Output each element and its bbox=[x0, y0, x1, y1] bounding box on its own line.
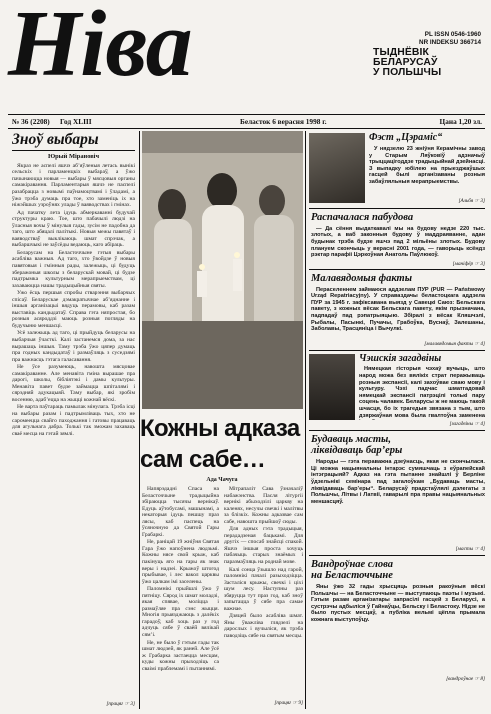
block-bridges bbox=[309, 431, 485, 555]
photo-illustration bbox=[142, 131, 303, 409]
feature-author: Ада Чачуга bbox=[206, 477, 238, 483]
block-ceramics-text bbox=[369, 146, 485, 198]
article-main bbox=[12, 131, 135, 709]
block-facts-ref: [малавядомыя факты ☞ 4] bbox=[424, 340, 485, 347]
article-paragraph: Якраз не аспелі яшчэ аб’яўленыя летась вынікі сельскіх і парламенцкіх выбараў, а ўжо пачынаюцца новыя — выбары ў мясцовыя органы самакіравання. Парламентарыя яшчэ не паспелі разабрацца з новымі паўнамоцтвамі і ўладамі, а ўжо трэба думаць пра тое, хто заменіць іх на ніжэйшых узроўнях улады ў ваяводствах і гмінах. bbox=[12, 162, 135, 209]
masthead-subtitle bbox=[373, 48, 441, 78]
block-word-title-2: на Беласточчыне bbox=[311, 569, 393, 581]
article-main-title: Зноў выбары bbox=[12, 131, 99, 148]
subtitle-line-3: У ПОЛЬШЧЫ bbox=[373, 67, 442, 78]
block-bridges-paragraph: Народы — гэта пераважна дзеўнасць, якая не скончылася. Ці можна нацыянальны інтарэс сумяшчаць з еўрапейскай інтэграцыяй? Адказ на гэта пытанне знайшлі ў Берліне ўдзельнікі семінара пад загалоўкам „Будаваць масты, ліквідаваць бар’еры“. Беларусаў прадстаўлялі дэлегаты з Польшчы, Літвы і Латвіі, гаварылі пра правы нацыянальных меншасцяў. bbox=[311, 459, 485, 505]
issue-date: Беласток 6 верасня 1998 г. bbox=[240, 117, 327, 126]
feature-continued: [працяг ☞ 9] bbox=[274, 700, 303, 706]
issue-price: Цана 1,20 зл. bbox=[439, 117, 482, 126]
feature-paragraph: Для адных гэта традыцыя, перададзеная бацькамі. Для другіх — спосаб знайсці спакой. Яшчэ іншыя проста хочуць пабачыць старых знаёмых і паразмаўляць на роднай мове. bbox=[224, 526, 303, 566]
block-czech-title: Чэшскія загадвіны bbox=[359, 353, 442, 365]
feature-paragraph: Паломнікі прыйшлі ўжо ў пятніцу. Сярод іх шмат моладзі, якая спявае, моліцца і размаўляе пра сэнс жыцця. Многія прыязджаюць з далёкіх гарадоў, каб хоць раз у год адчуць сябе ў сваёй вялікай сям’і. bbox=[142, 586, 219, 639]
block-construction-paragraph: — Да сёння выдаткавалі мы на будову недзе 220 тыс. злотых, а ваб законныя будову ў маддраяванне, адан будынак трэба будзе яшчэ пад 2 мільёны злотых. Будову плануем скончыць у верасні 2001 года, — гаворыць ксёндз рэктар парафіі Цэркоўная Анатоль Паўлюкоў. bbox=[311, 225, 485, 259]
issn-1: PL ISSN 0546-1960 bbox=[424, 31, 481, 38]
feature-paragraph: Калі сонца ўзышло над гарой, паломнікі пачалі разыходзіцца. Засталіся крыжы, свечкі і ціхі шум лесу. Наступны раз збяруцца тут праз год, каб зноў запытацца ў сябе пра самае важнае. bbox=[224, 566, 303, 612]
block-ceramics-title: Фэст „Цэраміс“ bbox=[369, 132, 443, 143]
headline-line-2: сам сабе… bbox=[140, 446, 266, 473]
article-paragraph: Не варта паўтараць памылак мінулага. Трэба ісці на выбары разам і падтрымліваць тых, хто не саромеецца свайго паходжання і гатовы працаваць для агульнага дабра. Толькі так зможам захаваць сваё месца на гэтай зямлі. bbox=[12, 404, 135, 437]
block-construction-text bbox=[311, 226, 485, 260]
feature-paragraph: Не, раніцай 19 жніўня Святая Гара ўжо напоўнена людзьмі. Кожны нясе свой крыж, каб пакінуць яго на гары як знак веры і надзеі. Крыжоў штогод прыбывае, і лес вакол царквы ўжо цалкам імі заселены. bbox=[142, 539, 219, 585]
block-ceramics bbox=[309, 131, 485, 208]
block-czech-ref: [загадвіны ☞ 4] bbox=[449, 421, 485, 428]
block-bridges-text bbox=[311, 459, 485, 545]
block-bridges-ref: [масты ☞ 4] bbox=[455, 546, 485, 553]
block-construction bbox=[309, 209, 485, 269]
block-construction-ref: [маніфёр ☞ 3] bbox=[452, 260, 485, 267]
right-column bbox=[309, 131, 485, 709]
block-czech bbox=[309, 350, 485, 430]
block-ceramics-paragraph: У нядзелю 23 жніўня Керамічны завод у Старым Ляўковіў адзначыў трыццацігоддзе традыцыйнай дзейнасці. З выпадку юбілею на прыезджаўшых гасцей былі арганізаваны розныя забаўляльныя мерапрыемствы. bbox=[369, 146, 485, 185]
feature-paragraph: Мітрапаліт Сава ўзначаліў набажэнства. Пасля літургіі вернікі абыходзілі царкву на каленях, несучы свечкі і малітвы за блізкіх. Кожны адказвае сам сабе, навошта прыйшоў сюды. bbox=[224, 486, 303, 525]
feature-paragraph: Дзяцей было асабліва шмат. Яны ўважліва глядзелі на дарослых і вучыліся, як трэба паводзіць сябе на святым месцы. bbox=[224, 613, 303, 640]
block-facts bbox=[309, 270, 485, 350]
czech-photo bbox=[309, 354, 355, 420]
feature-headline bbox=[140, 416, 305, 474]
block-construction-title: Распачалася пабудова bbox=[311, 211, 414, 223]
article-paragraph: Усё залежыць ад таго, ці прыйдуць беларусы на выбарчыя ўчасткі. Калі застанемся дома, за нас вырашаць іншыя. Таму трэба ўжо цяпер думаць пра годных кандыдатаў і размаўляць з суседзямі пра важнасць гэтага галасавання. bbox=[12, 330, 135, 363]
block-bridges-title-1: Будаваць масты, bbox=[311, 434, 391, 446]
block-word-ref: [вандроўнае ☞ 8] bbox=[446, 675, 485, 682]
subtitle-line-2: БЕЛАРУСАЎ bbox=[373, 57, 438, 68]
issn-2: NR INDEKSU 366714 bbox=[419, 39, 481, 46]
block-facts-paragraph: Пераселеннем займаюся аддзелам ПУР (PUR — Państwowy Urząd Repatriacyjny). У справаздачы беластоцкага аддзела ПУР за 1945 г. зафіксавана выязд у Савецкі Саюз: Бельскага павету, з кожных вёсак Бельскага павету, якім прызначана, падпадаў пад рэпатрыяцыю. Збіралі з вёсак Кляшчэлі, Рыбалы, Пасынкі, Пучачы, Грабоўка, Вуснаў, Залешаны, Заболавы, Трасцяніца і Вычулкі. bbox=[311, 286, 485, 333]
masthead bbox=[0, 0, 491, 96]
block-word-text bbox=[311, 584, 485, 676]
dateline bbox=[12, 117, 482, 127]
ceramics-photo bbox=[309, 133, 365, 203]
block-word-paragraph: Яны ўжо 32 гады хрысцяць розныя ракоўныя вёскі Польшчы — на Беласточчыне — выступаюць паэты і музыкі. Гэтым разам арганізатары запрасілі гасцей з Беларусі, а сустрэчы адбыліся ў Гайнаўцы, Бельску і Беластоку. Нідзе не было пустых месцаў, а публіка вельмі цёпла прымала кожнага выступоўцу. bbox=[311, 583, 485, 623]
block-facts-text bbox=[311, 287, 485, 339]
headline-line-1: Кожны адказа bbox=[140, 415, 300, 442]
feature-col-2 bbox=[224, 486, 303, 700]
subtitle-line-1: ТЫДНЁВІК bbox=[373, 47, 429, 58]
feature-paragraph: Напярэдадні Спаса на Беласточчыне традыцыйна збіраюцца тысячы вернікаў. Едуць аўтобусамі, машынамі, а некаторыя ідуць пешшу праз лясы, каб паспець на ўсяночную да Святой Гары Грабаркі. bbox=[142, 486, 219, 538]
block-word bbox=[309, 556, 485, 706]
feature-paragraph: Не, не было ў гэтым гады так шмат людзей, як раней. Але ўсё ж Грабарка застаецца месцам, куды кожны прыходзіць са сваімі праблемамі і пытаннямі. bbox=[142, 639, 219, 672]
block-ceramics-ref: [Альбя ☞ 3] bbox=[458, 198, 485, 204]
article-main-author: Юрый Мірановіч bbox=[47, 152, 100, 160]
issue-number: № 36 (2208) bbox=[12, 117, 50, 126]
article-main-continued: [працяг ☞ 3] bbox=[106, 701, 135, 707]
block-word-title-1: Вандроўнае слова bbox=[311, 558, 393, 570]
article-main-body bbox=[12, 163, 135, 696]
article-paragraph: Не ўсе разумеюць, навошта мясцовае самакіраванне. Але менавіта гміна вырашае пра дарогі, школы, бібліятэкі і дамы культуры. Менавіта павет будзе займацца шпіталямі і сярэдняй адукацыяй. Таму выбар, які зробім восенню, адаб’ецца на жыцці кожнай вёскі. bbox=[12, 364, 135, 403]
issue-year: Год XLIII bbox=[60, 117, 92, 126]
block-czech-text bbox=[359, 366, 485, 420]
block-bridges-title-2: ліквідаваць бар’еры bbox=[311, 445, 403, 457]
block-czech-paragraph: Нямецкая гісторыя чэхаў вучыць, што народ можа без вялікіх страт перажываць розныя экспансіі, калі захоўвае сваю мову і культуру. Чэхі падчас шматгадовай нямецкай экспансіі патрэцілі толькі пару соцень чалавек. Беларусы ж не маюць такой шчасця, бо іх трагедыя звязана з тым, што дзяржаўная мова была гвалтоўна заменена bbox=[359, 366, 485, 419]
article-paragraph: Ужо ёсць першыя спробы стварэння выбарчых спісаў. Беларускае дэмакратычнае аб’яднанне і іншыя арганізацыі вядуць перамовы, каб разам выставіць кандыдатаў. Справа гэта няпростая, бо розныя асяроддзі маюць розныя погляды на будучыню меншасці. bbox=[12, 290, 135, 329]
grabarka-photo bbox=[142, 131, 303, 409]
masthead-title: Ніва bbox=[8, 0, 192, 96]
feature-col-1 bbox=[142, 486, 219, 706]
block-facts-title: Малавядомыя факты bbox=[311, 272, 413, 284]
article-paragraph: Беларусам на Беласточчыне гэтыя выбары асабліва важныя. Ад таго, хто ўвойдзе ў новыя павятовыя і гмінныя рады, залежыць, ці будуць зберажоныя школы з беларускай мовай, ці будзе падтрымка культурным мерапрыемствам, ці захаваюцца нашы традыцыйныя святы. bbox=[12, 249, 135, 289]
article-paragraph: Ад пачатку лета ідуць абмеркаванні будучай структуры краю. Тое, што пабачылі людзі на ўласныя вочы ў мінулыя гады, зусім не падобна да таго, што абяцалі палітыкі. Новыя межы павятаў і ваяводстваў выклікаюць шмат спрэчак, а выбаршчыкі не заўсёды ведаюць, каго абіраць. bbox=[12, 209, 135, 249]
